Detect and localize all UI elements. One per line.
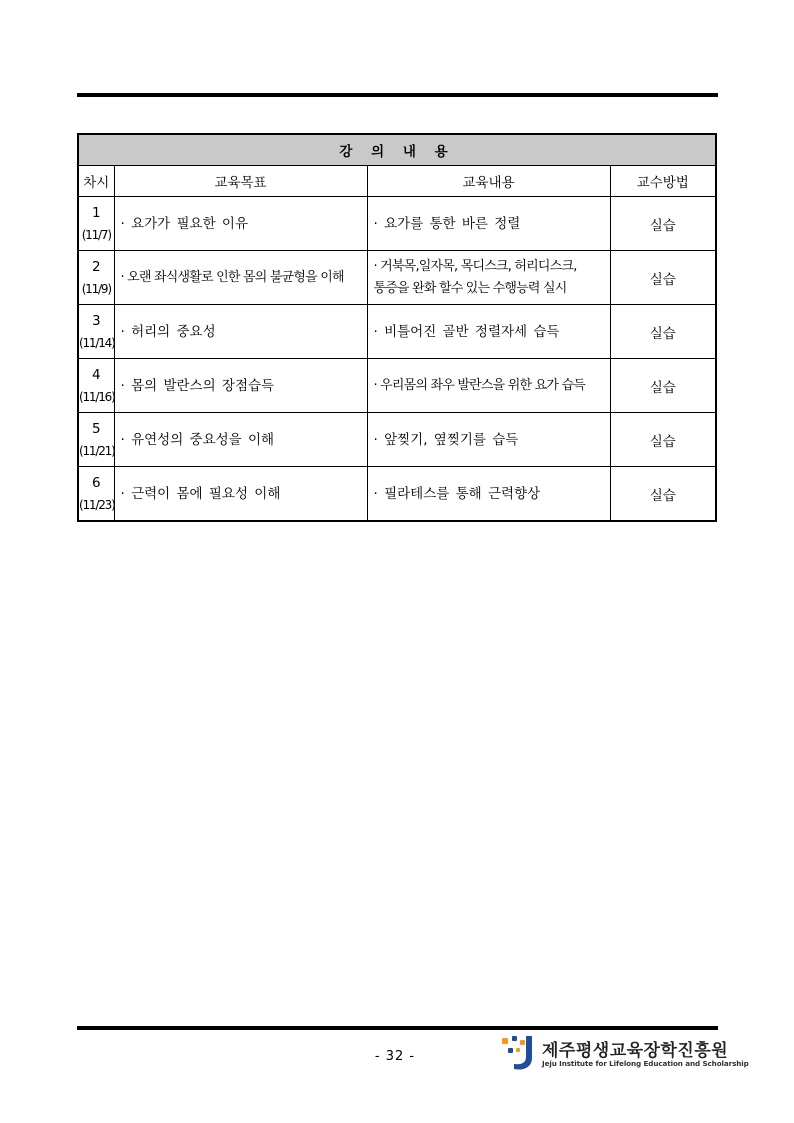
logo-mark-icon — [500, 1034, 536, 1072]
session-number: 3 — [91, 312, 101, 329]
content-cell: · 비틀어진 골반 정렬자세 습득 — [367, 305, 610, 359]
table-row — [78, 467, 716, 522]
content-cell — [367, 251, 610, 305]
session-number: 5 — [91, 420, 101, 437]
header-rule — [77, 93, 718, 97]
table-row — [78, 413, 716, 467]
session-cell — [78, 413, 114, 467]
table-title: 강 의 내 용 — [78, 134, 716, 166]
session-cell — [78, 467, 114, 522]
lecture-content-table — [77, 133, 717, 522]
content-cell: · 요가를 통한 바른 정렬 — [367, 197, 610, 251]
method-cell: 실습 — [610, 467, 716, 522]
org-logo — [500, 1034, 749, 1076]
table-row — [78, 359, 716, 413]
session-date: (11/7) — [81, 227, 111, 242]
method-cell: 실습 — [610, 251, 716, 305]
column-header-content: 교육내용 — [367, 166, 610, 197]
content-cell: · 앞찢기, 옆찢기를 습득 — [367, 413, 610, 467]
page-number: - 32 - — [374, 1049, 416, 1064]
table-row — [78, 197, 716, 251]
column-header-method: 교수방법 — [610, 166, 716, 197]
session-cell — [78, 197, 114, 251]
goal-cell: · 오랜 좌식생활로 인한 몸의 불균형을 이해 — [114, 251, 367, 305]
content-line: · 거북목,일자목, 목디스크, 허리디스크, — [373, 258, 577, 274]
session-number: 4 — [91, 366, 101, 383]
method-cell: 실습 — [610, 413, 716, 467]
method-cell: 실습 — [610, 197, 716, 251]
column-header-session: 차시 — [78, 166, 114, 197]
method-cell: 실습 — [610, 305, 716, 359]
session-date: (11/21) — [79, 443, 115, 458]
session-date: (11/23) — [79, 497, 115, 512]
org-name-en: Jeju Institute for Lifelong Education and Scholarship — [542, 1059, 749, 1068]
footer-rule — [77, 1026, 718, 1030]
goal-cell: · 허리의 중요성 — [114, 305, 367, 359]
session-number: 2 — [91, 258, 101, 275]
content-cell: · 필라테스를 통해 근력향상 — [367, 467, 610, 522]
session-date: (11/9) — [81, 281, 111, 296]
table-row — [78, 251, 716, 305]
table-row — [78, 305, 716, 359]
session-cell — [78, 305, 114, 359]
session-date: (11/14) — [79, 335, 115, 350]
session-cell — [78, 359, 114, 413]
org-name: 제주평생교육장학진흥원 — [542, 1041, 729, 1061]
goal-cell: · 유연성의 중요성을 이해 — [114, 413, 367, 467]
goal-cell: · 근력이 몸에 필요성 이해 — [114, 467, 367, 522]
column-header-goal: 교육목표 — [114, 166, 367, 197]
goal-cell: · 몸의 발란스의 장점습득 — [114, 359, 367, 413]
method-cell: 실습 — [610, 359, 716, 413]
goal-cell: · 요가가 필요한 이유 — [114, 197, 367, 251]
session-cell — [78, 251, 114, 305]
content-line: 통증을 완화 할수 있는 수행능력 실시 — [373, 280, 567, 296]
session-date: (11/16) — [79, 389, 115, 404]
content-cell: · 우리몸의 좌우 발란스을 위한 요가 습득 — [367, 359, 610, 413]
session-number: 6 — [91, 474, 101, 491]
session-number: 1 — [91, 204, 101, 221]
